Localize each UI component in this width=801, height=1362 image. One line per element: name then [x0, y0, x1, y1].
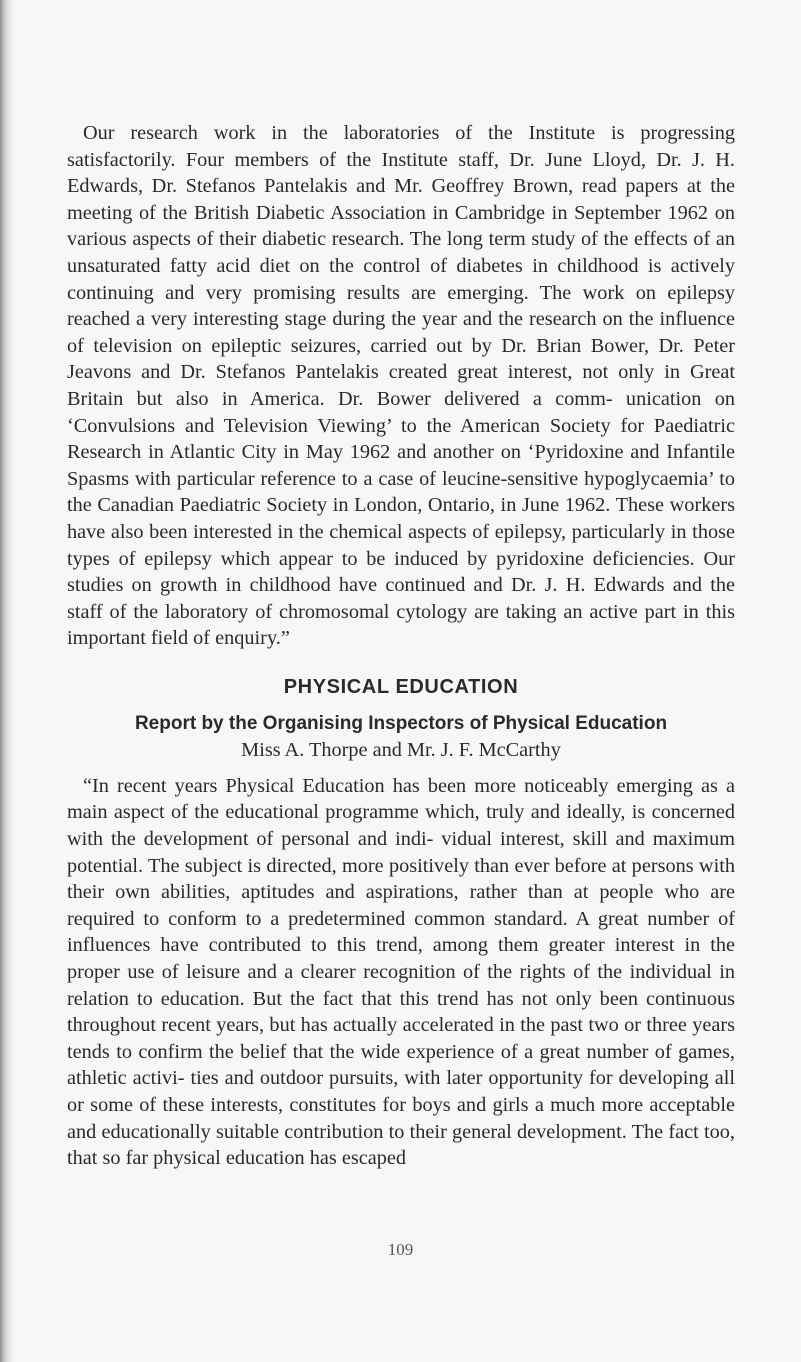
body-paragraph-physical-education: “In recent years Physical Education has been more noticeably emerging as a main aspect of the educational programme which, truly and ideally, is concerned with the development of personal and indi- vidual interest, skill and maximum potential. The subject is directed, more positively than ever before at persons with their own abilities, aptitudes and aspirations, rather than at people who are required to conform to a predetermined common standard. A great number of influences have contributed to this trend, among them greater interest in the proper use of leisure and a clearer recognition of the rights of the individual in relation to education. But the fact that this trend has not only been continuous throughout recent years, but has actually accelerated in the past two or three years tends to confirm the belief that the wide experience of a great number of games, athletic activi- ties and outdoor pursuits, with later opportunity for developing all or some of these interests, constitutes for boys and girls a much more acceptable and educationally suitable contribution to their general development. The fact too, that so far physical education has escaped: [67, 774, 735, 1170]
document-page: [67, 120, 735, 1172]
section-heading: PHYSICAL EDUCATION: [283, 675, 519, 698]
page-binding-edge: [0, 0, 14, 1362]
report-title: Report by the Organising Inspectors of Physical Education: [134, 712, 668, 734]
page-number: 109: [387, 1240, 414, 1259]
body-paragraph-research: Our research work in the laboratories of the Institute is progressing satisfactorily. Four members of the Institute staff, Dr. June Lloyd, Dr. J. H. Edwards, Dr. Stefanos Pantelakis and Mr. Geoffrey Brown, read papers at the meeting of the British Diabetic Association in Cambridge in September 1962 on various aspects of their diabetic research. The long term study of the effects of an unsaturated fatty acid diet on the control of diabetes in childhood is actively continuing and very promising results are emerging. The work on epilepsy reached a very interesting stage during the year and the research on the influence of television on epileptic seizures, carried out by Dr. Brian Bower, Dr. Peter Jeavons and Dr. Stefanos Pantelakis created great interest, not only in Great Britain but also in America. Dr. Bower delivered a comm- unication on ‘Convulsions and Television Viewing’ to the American Society for Paediatric Research in Atlantic City in May 1962 and another on ‘Pyridoxine and Infantile Spasms with particular reference to a case of leucine-sensitive hypoglycaemia’ to the Canadian Paediatric Society in London, Ontario, in June 1962. These workers have also been interested in the chemical aspects of epilepsy, particularly in those types of epilepsy which appear to be induced by pyridoxine deficiencies. Our studies on growth in childhood have continued and Dr. J. H. Edwards and the staff of the laboratory of chromosomal cytology are taking an active part in this important field of enquiry.”: [67, 122, 735, 650]
report-authors: Miss A. Thorpe and Mr. J. F. McCarthy: [241, 738, 561, 761]
